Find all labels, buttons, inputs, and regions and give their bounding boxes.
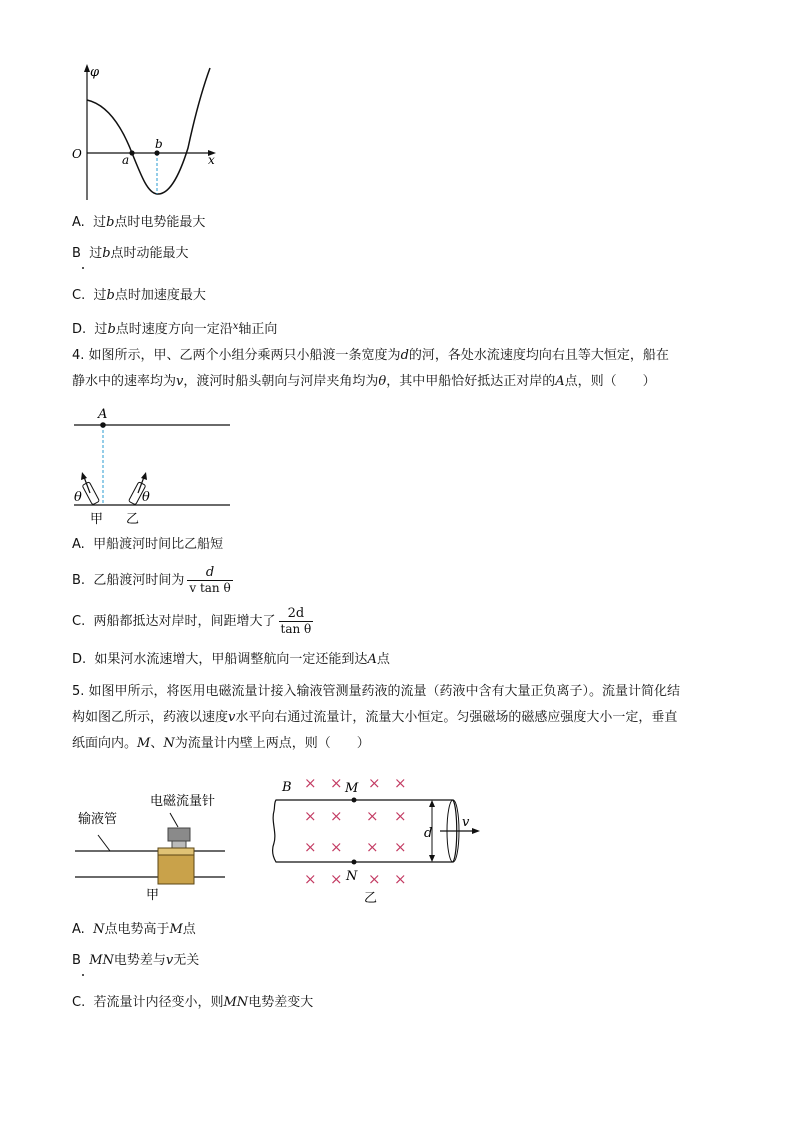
flowmeter-figure-jia — [70, 785, 230, 905]
field-cross-mark: × — [394, 807, 407, 825]
river-figure — [70, 403, 240, 528]
q3-option-a: A. 过b点时电势能最大 — [72, 215, 206, 230]
stray-dot — [82, 267, 84, 269]
q3-option-b: B 过b点时动能最大 — [72, 246, 189, 261]
potential-graph — [70, 60, 230, 205]
meter-label: 电磁流量针 — [150, 794, 216, 809]
label-v: v — [462, 815, 470, 830]
q5-option-b: B MN电势差与v无关 — [72, 953, 200, 968]
tube-label: 输液管 — [78, 812, 118, 827]
angle-right-label: θ — [142, 490, 150, 505]
origin-label: O — [72, 147, 82, 161]
x-axis-label: x — [208, 153, 215, 167]
q5-option-a: A. N点电势高于M点 — [72, 922, 196, 937]
boat-jia-label: 甲 — [90, 512, 104, 527]
fraction-d-over-vtan: $\frac{d}{\text{v tan θ}}$ — [189, 565, 231, 595]
field-cross-mark: × — [394, 838, 407, 856]
field-cross-mark: × — [304, 870, 317, 888]
label-N: N — [346, 869, 358, 884]
q5-stem: 5. 如图甲所示，将医用电磁流量计接入输液管测量药液的流量（药液中含有大量正负离子）。流量计简化结 构如图乙所示，药液以速度v水平向右通过流量计，流量大小恒定。匀强磁场的磁感应强度大小一定，垂直 纸面向内。M、N为流量计内壁上两点，则（ ） — [72, 684, 681, 751]
field-cross-mark: × — [394, 870, 407, 888]
q4-option-d: D. 如果河水流速增大，甲船调整航向一定还能到达A点 — [72, 652, 390, 667]
field-cross-mark: × — [304, 807, 317, 825]
field-cross-mark: × — [330, 807, 343, 825]
phi-label: φ — [90, 65, 100, 80]
field-cross-mark: × — [330, 870, 343, 888]
fraction-2d-over-tan: $\frac{2d}{\text{tan θ}}$ — [280, 606, 312, 636]
q5-option-c: C. 若流量计内径变小，则MN电势差变大 — [72, 995, 314, 1010]
field-cross-mark: × — [304, 838, 317, 856]
field-cross-mark: × — [366, 838, 379, 856]
label-M: M — [345, 781, 359, 796]
q4-stem: 4. 如图所示，甲、乙两个小组分乘两只小船渡一条宽度为d的河，各处水流速度均向右且等大恒定，船在 静水中的速率均为v，渡河时船头朝向与河岸夹角均为θ，其中甲船恰好抵达正对岸的A点，则（ ） — [72, 348, 669, 389]
caption-jia: 甲 — [146, 888, 160, 903]
label-B: B — [282, 780, 292, 795]
field-cross-mark: × — [394, 774, 407, 792]
q3-option-d: D. 过b点时速度方向一定沿$^x$轴正向 — [72, 321, 278, 337]
stray-dot-2 — [82, 974, 84, 976]
field-cross-mark: × — [368, 870, 381, 888]
label-d: d — [424, 826, 433, 841]
q4-option-c: C. 两船都抵达对岸时，间距增大了 $\frac{2d}{\text{tan θ}}$ — [72, 606, 312, 636]
field-cross-mark: × — [304, 774, 317, 792]
point-a-label: a — [122, 153, 130, 167]
q3-option-c: C. 过b点时加速度最大 — [72, 288, 206, 303]
point-a-label: A — [98, 407, 108, 422]
field-cross-mark: × — [330, 774, 343, 792]
flowmeter-figure-yi — [268, 771, 488, 909]
boat-yi-label: 乙 — [126, 512, 140, 527]
point-b-label: b — [155, 137, 163, 151]
q4-option-a: A. 甲船渡河时间比乙船短 — [72, 537, 224, 552]
field-cross-mark: × — [366, 807, 379, 825]
field-cross-mark: × — [368, 774, 381, 792]
angle-left-label: θ — [74, 490, 82, 505]
field-cross-mark: × — [330, 838, 343, 856]
q4-option-b: B. 乙船渡河时间为 $\frac{d}{\text{v tan θ}}$ — [72, 565, 231, 595]
caption-yi: 乙 — [364, 891, 378, 906]
